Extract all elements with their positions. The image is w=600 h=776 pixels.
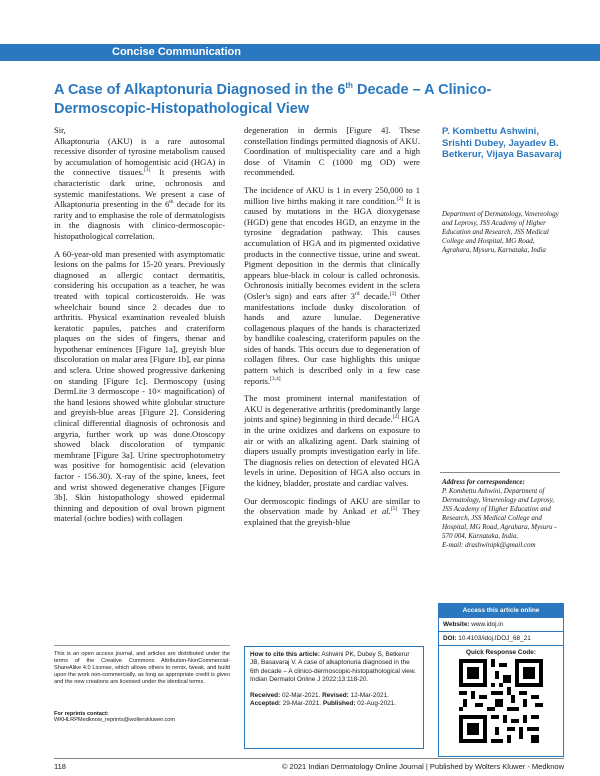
correspondence-email: E-mail: drashwinipk@gmail.com (442, 541, 536, 549)
doi-link[interactable]: 10.4103/idoj.IDOJ_68_21 (458, 635, 531, 642)
correspondence-address: P. Kombettu Ashwini, Department of Dermatology, Venereology and Leprosy, JSS Academy of Higher Education and Research, JSS Medical College and Hospital, MG Road, Agrahara, Mysuru - 570 004, Karnataka, India. (442, 487, 557, 540)
reprints-email[interactable]: WKHLRPMedknow_reprints@wolterskluwer.com (54, 717, 176, 723)
access-heading: Access this article online (439, 604, 563, 618)
page-number: 118 (54, 762, 66, 771)
paragraph: A 60-year-old man presented with asymptomatic lesions on the palms for 15-20 years. Previously diagnosed as allergic contact dermatitis, considering his occupation as a teacher, he was treated with topical corticosteroids. He was wheelchair bound since 2 decades due to arthritis. Physical examination revealed bluish keratotic papules, patches and crateriform plaques on the sides of fingers, thenar and hypothenar eminences [Figure 1a], greyish blue discoloration on malar area [Figure 1b], ear pinna and sclera. Urine showed progressive darkening on standing [Figure 1c]. Dermoscopy (using DermLite 3 dermoscope - 10× magnification) of the hand lesions showed white globular structure and greyish-blue areas [Figure 2]. Considering clinical differential diagnosis of ochronosis and argyria, further work up was done.Otoscopy showed black discoloration of tympanic membrane [Figure 3a]. Urine spectrophotometry was positive for homogentisic acid (elevation factor - 156.30). X-ray of the spine, knees, feet and wrist showed degenerative changes [Figure 3b]. Skin histopathology showed epidermal thinning and deposition of oval brown pigment material (ochre bodies) with collagen (54, 248, 225, 524)
citation-box (244, 646, 424, 749)
salutation: Sir, (54, 125, 66, 135)
author-list: P. Kombettu Ashwini, Srishti Dubey, Jayadev B. Betkerur, Vijaya Basavaraj (442, 126, 562, 160)
paragraph: The incidence of AKU is 1 in every 250,000 to 1 million live births making it rare condition.[2] It is caused by mutations in the HGA dioxygenase (HGD) gene that encodes HGD, an enzyme in the tyrosine degradation pathway. This causes accumulation of HGA and its pigmented oxidative products in the connective tissue, urine and sweat. Pigment deposition in the dermis that clinically appears blue-black in colour is called ochronosis. Ochronosis initially becomes evident in the sclera (Osler's sign) and ears after 3rd decade.[3] Other manifestations include dusky discoloration of hands and azure lunulae. Degenerative collagenous plaques of the hands is characterized by bandlike coalescing, crateriform papules on the sides of hands. This occurs due to degeneration of collagen fibres. Our case highlights this unique pattern which is described only in a few case reports.[3,4] (244, 184, 421, 386)
access-online-box (438, 603, 564, 757)
license-text: This is an open access journal, and articles are distributed under the terms of the Creative Commons Attribution-NonCommercial-ShareAlike 4.0 License, which allows others to remix, tweak, and build upon the work non-commercially, as long as appropriate credit is given and the new creations are licensed under the identical terms. (54, 651, 230, 685)
website-row: Website: www.idoj.in (439, 618, 563, 632)
paragraph: Alkaptonuria (AKU) is a rare autosomal recessive disorder of tyrosine metabolism caused by accumulation of homogentisic acid (HGA) in the connective tissues.[1] It presents with characteristic dark urine, ochronosis and systemic manifestations. We present a case of Alkaptonuria presenting in the 6th decade for its rarity and to emphasise the role of dermatologists in the diagnosis with clinico-dermoscopic-histopathological correlation. (54, 135, 226, 241)
qr-code-icon (459, 659, 543, 743)
correspondence-heading: Address for correspondence: (442, 478, 525, 486)
publisher-line: © 2021 Indian Dermatology Online Journal | Published by Wolters Kluwer - Medknow (281, 762, 564, 771)
article-title: A Case of Alkaptonuria Diagnosed in the 6th Decade – A Clinico-Dermoscopic-Histopathological View (54, 81, 492, 117)
paragraph: degeneration in dermis [Figure 4]. These constellation findings permitted diagnosis of AKU. Coordination of multispeciality care and a high dose of Vitamin C (1000 mg OD) were recommended. (244, 125, 420, 178)
citation-text: How to cite this article: Ashwini PK, Dubey S, Betkerur JB, Basavaraj V. A case of alkaptonuria diagnosed in the 6th decade – A clinico-dermoscopic-histopathological view. Indian Dermatol Online J 2022;13:118-20. (250, 651, 416, 683)
reprints-contact: For reprints contact: WKHLRPMedknow_reprints@wolterskluwer.com (54, 711, 176, 723)
email-link[interactable]: drashwinipk@gmail.com (465, 541, 536, 549)
divider (54, 758, 564, 759)
section-banner (0, 44, 600, 61)
divider (440, 472, 560, 473)
article-dates: Received: 02-Mar-2021. Revised: 12-Mar-2021. Accepted: 29-Mar-2021. Published: 02-Aug-2021. (250, 692, 397, 708)
paragraph: The most prominent internal manifestation of AKU is degenerative arthritis (predominantly large joints and spine) beginning in third decade.[2] HGA in the urine oxidizes and darkens on exposure to air or with an alkalizing agent. Dark staining of diapers usually prompts investigation early in life. The diagnosis relies on detection of elevated HGA levels in urine. Deposition of HGA also occurs in the kidney, bladder, prostate and cardiac valves. (244, 393, 420, 488)
author-affiliation: Department of Dermatology, Venereology and Leprosy, JSS Academy of Higher Education and Research, JSS Medical College and Hospital, MG Road, Agrahara, Mysuru, Karnataka, India (442, 210, 559, 254)
paragraph: Our dermoscopic findings of AKU are similar to the observation made by Ankad et al.[5] They explained that the greyish-blue (244, 495, 420, 527)
qr-label: Quick Response Code: (466, 649, 536, 656)
body-column-right (244, 125, 420, 534)
section-label: Concise Communication (112, 46, 241, 58)
body-column-left (54, 125, 225, 531)
correspondence-block (442, 478, 562, 550)
website-link[interactable]: www.idoj.in (471, 621, 504, 628)
divider (54, 645, 230, 646)
doi-row: DOI: 10.4103/idoj.IDOJ_68_21 (439, 632, 563, 646)
